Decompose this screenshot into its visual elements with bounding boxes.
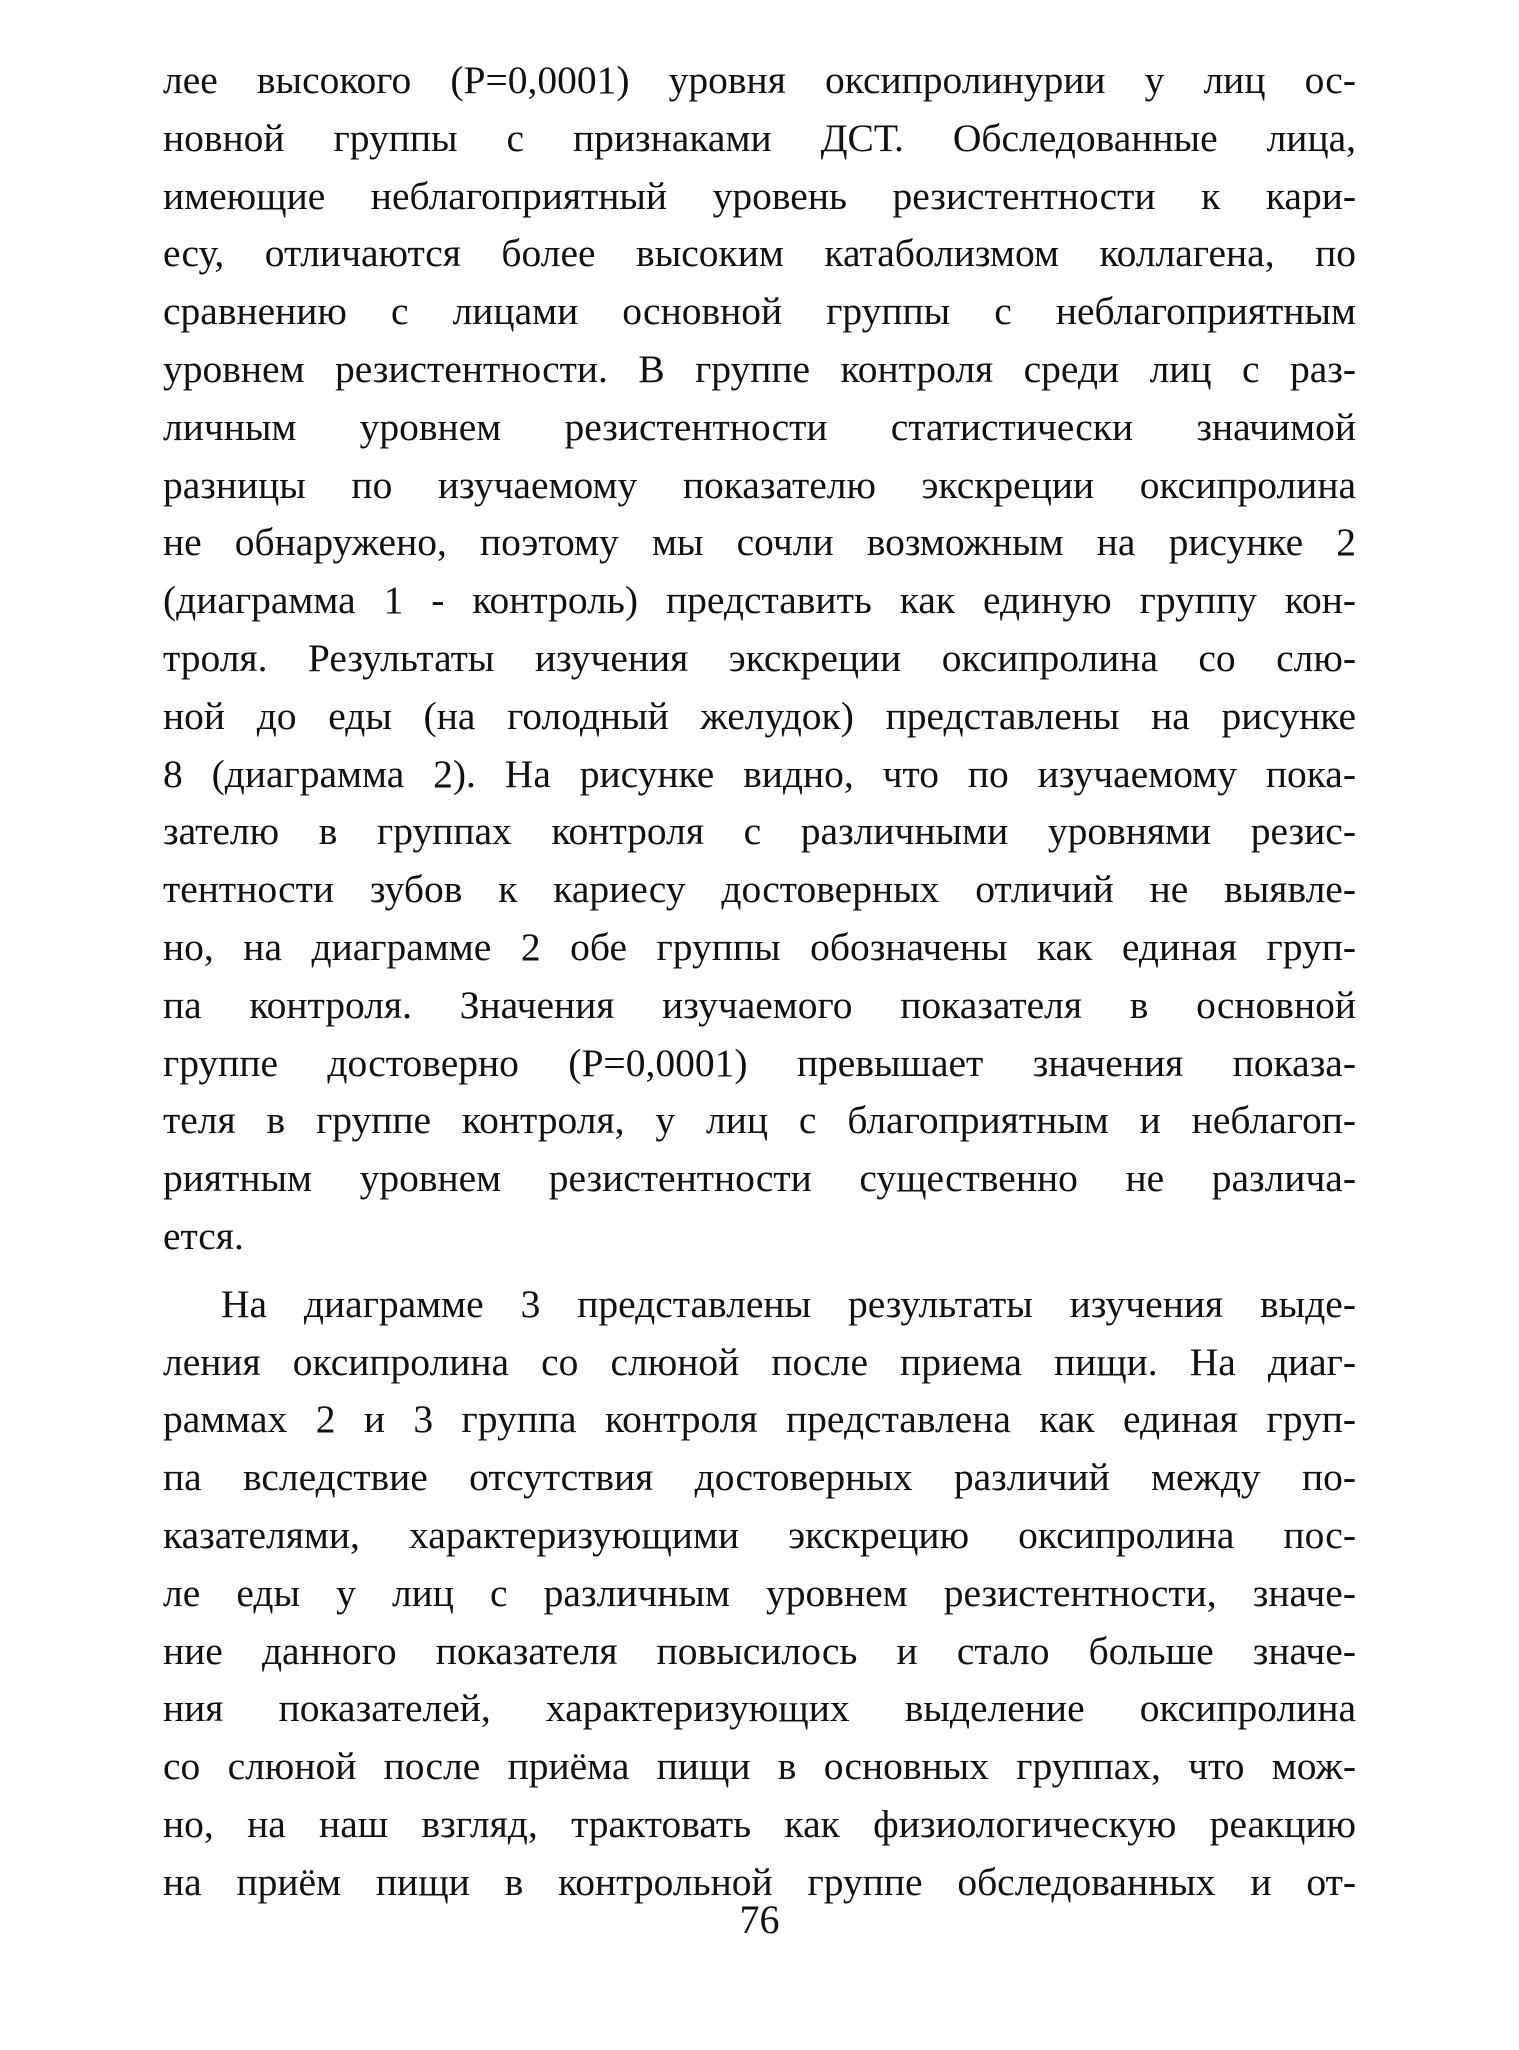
text-line: на приём пищи в контрольной группе обследованных и от-: [163, 1859, 1356, 1904]
paragraph-2: [163, 1276, 1356, 1912]
text-line: 8 (диаграмма 2). На рисунке видно, что по изучаемому пока-: [163, 751, 1356, 796]
text-line: не обнаружено, поэтому мы сочли возможным на рисунке 2: [163, 520, 1356, 565]
text-line: троля. Результаты изучения экскреции оксипролина со слю-: [163, 635, 1356, 680]
text-line-last: ется.: [163, 1213, 244, 1258]
text-line: раммах 2 и 3 группа контроля представлена как единая груп-: [163, 1397, 1356, 1442]
text-line: теля в группе контроля, у лиц с благоприятным и неблагоп-: [163, 1098, 1356, 1143]
paragraph-1: [163, 52, 1356, 1266]
text-line: зателю в группах контроля с различными уровнями резис-: [163, 809, 1356, 854]
text-line: имеющие неблагоприятный уровень резистентности к кари-: [163, 173, 1356, 218]
body-text: [163, 52, 1356, 1912]
text-line: ной до еды (на голодный желудок) представлены на рисунке: [163, 693, 1356, 738]
text-line: ления оксипролина со слюной после приема пищи. На диаг-: [163, 1339, 1356, 1384]
text-line: риятным уровнем резистентности существенно не различа-: [163, 1156, 1356, 1201]
text-line: со слюной после приёма пищи в основных группах, что мож-: [163, 1744, 1356, 1789]
text-line: личным уровнем резистентности статистически значимой: [163, 404, 1356, 449]
text-line: ние данного показателя повысилось и стало больше значе-: [163, 1628, 1356, 1673]
text-line: тентности зубов к кариесу достоверных отличий не выявле-: [163, 867, 1356, 912]
text-line: но, на диаграмме 2 обе группы обозначены как единая груп-: [163, 924, 1356, 969]
text-line: лее высокого (Р=0,0001) уровня оксипролинурии у лиц ос-: [163, 58, 1356, 102]
text-line: па вследствие отсутствия достоверных различий между по-: [163, 1455, 1356, 1500]
text-line: сравнению с лицами основной группы с неблагоприятным: [163, 289, 1356, 334]
text-line: па контроля. Значения изучаемого показателя в основной: [163, 982, 1356, 1027]
page-number: 76: [739, 1897, 780, 1942]
text-line: уровнем резистентности. В группе контроля среди лиц с раз-: [163, 346, 1356, 391]
text-line: казателями, характеризующими экскрецию оксипролина пос-: [163, 1512, 1356, 1557]
text-line-first: На диаграмме 3 представлены результаты изучения выде-: [221, 1281, 1356, 1326]
text-line: разницы по изучаемому показателю экскреции оксипролина: [163, 462, 1356, 507]
text-line: группе достоверно (Р=0,0001) превышает значения показа-: [163, 1040, 1356, 1085]
text-line: ния показателей, характеризующих выделение оксипролина: [163, 1686, 1356, 1731]
text-line: новной группы с признаками ДСТ. Обследованные лица,: [163, 115, 1356, 160]
paragraph-gap: [163, 1266, 1356, 1276]
text-line: (диаграмма 1 - контроль) представить как единую группу кон-: [163, 578, 1356, 623]
text-line: но, на наш взгляд, трактовать как физиологическую реакцию: [163, 1801, 1356, 1846]
text-line: ле еды у лиц с различным уровнем резистентности, значе-: [163, 1570, 1356, 1615]
text-line: есу, отличаются более высоким катаболизмом коллагена, по: [163, 231, 1356, 276]
